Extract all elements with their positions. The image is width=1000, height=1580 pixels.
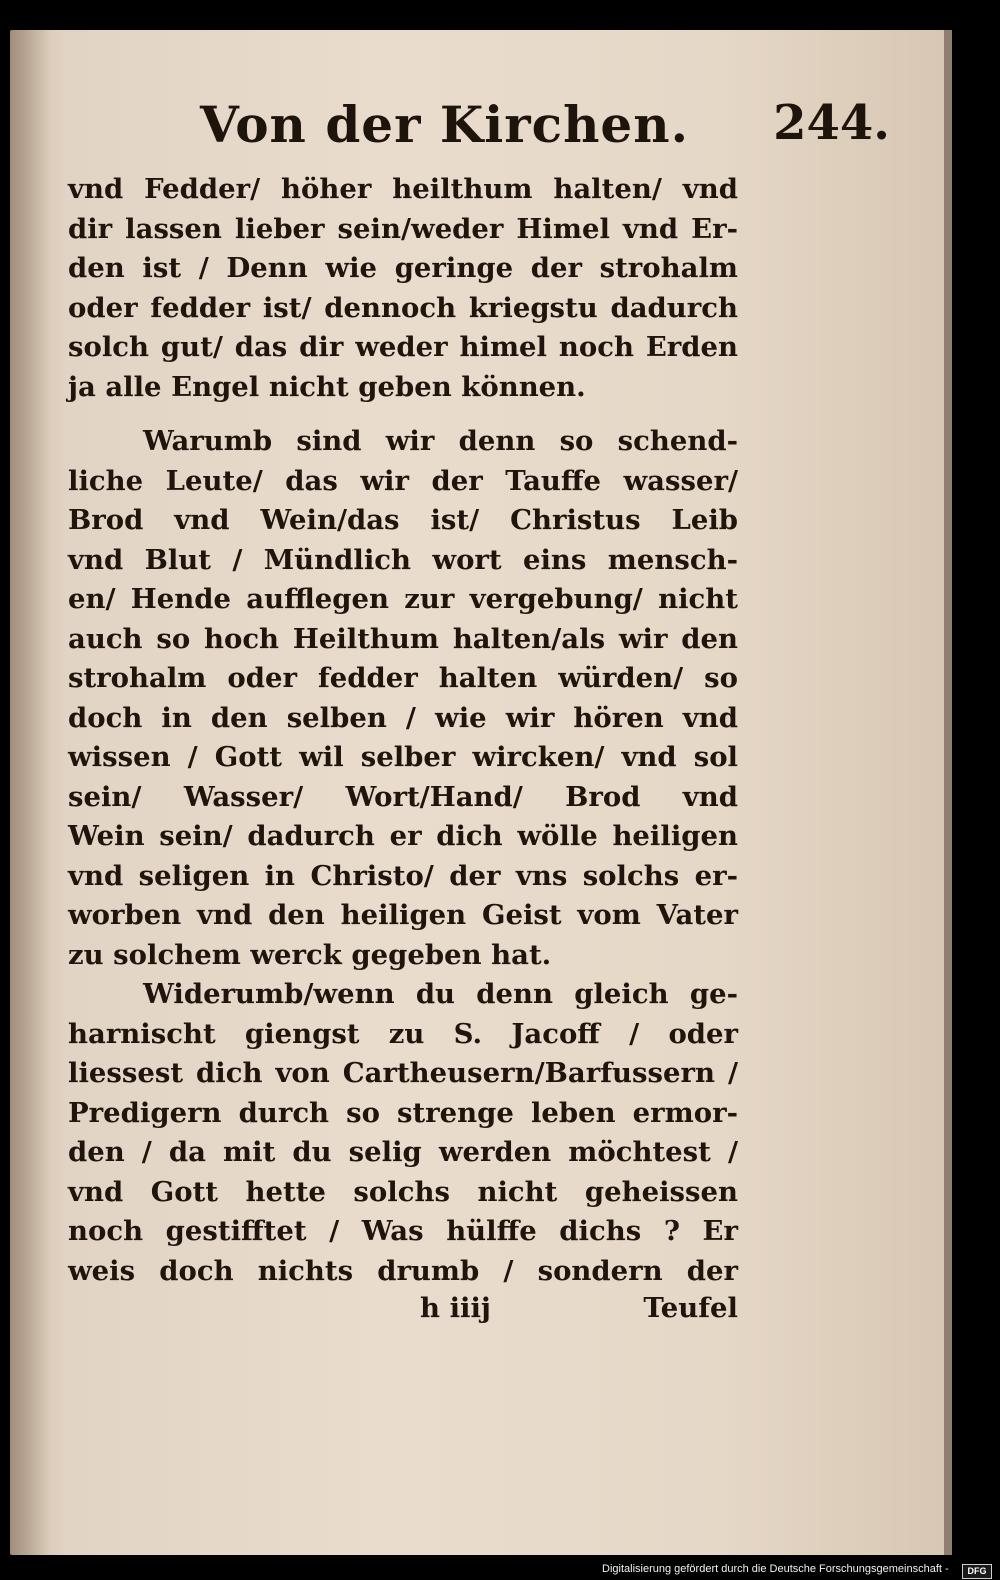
text-line: liche Leute/ das wir der Tauffe wasser/ — [68, 464, 738, 497]
page-footer — [420, 1292, 738, 1332]
signature-mark: h iiij — [420, 1292, 491, 1324]
paragraph-first-line: Warumb sind wir denn so schend- — [143, 425, 738, 457]
running-title: Von der Kirchen. — [200, 95, 689, 154]
text-line: Wein sein/ dadurch er dich wölle heiligen — [68, 820, 738, 852]
catchword: Teufel — [643, 1292, 738, 1324]
text-line: liessest dich von Cartheusern/Barfussern / — [68, 1057, 738, 1089]
text-line: dir lassen lieber sein/weder Himel vnd Er- — [68, 212, 738, 245]
text-line: auch so hoch Heilthum halten/als wir den — [68, 622, 738, 655]
spine-shadow — [10, 30, 50, 1555]
text-line: weis doch nichts drumb / sondern der — [68, 1254, 738, 1287]
text-line: harnischt giengst zu S. Jacoff / oder — [68, 1017, 738, 1050]
text-line: doch in den selben / wie wir hören vnd — [68, 701, 738, 734]
text-line: en/ Hende aufflegen zur vergebung/ nicht — [68, 583, 738, 615]
body-text — [68, 170, 738, 1291]
text-line: oder fedder ist/ dennoch kriegstu dadurch — [68, 291, 738, 324]
text-line: zu solchem werck gegeben hat. — [68, 938, 552, 971]
dfg-logo: DFG — [962, 1564, 992, 1579]
text-line: noch gestifftet / Was hülffe dichs ? Er — [68, 1215, 738, 1247]
text-line: vnd Fedder/ höher heilthum halten/ vnd — [68, 173, 738, 205]
credit-text: Digitalisierung gefördert durch die Deutsche Forschungsgemeinschaft - — [602, 1563, 949, 1575]
text-line: den ist / Denn wie geringe der strohalm — [68, 252, 738, 284]
credit-bar — [600, 1562, 1000, 1580]
paragraph-first-line: Widerumb/wenn du denn gleich ge- — [143, 978, 738, 1010]
page-header — [200, 95, 890, 165]
text-line: vnd Blut / Mündlich wort eins mensch- — [68, 543, 738, 576]
text-line: worben vnd den heiligen Geist vom Vater — [68, 899, 738, 931]
page-edge — [944, 30, 952, 1555]
text-line: strohalm oder fedder halten würden/ so — [68, 662, 738, 694]
text-line: ja alle Engel nicht geben können. — [68, 370, 586, 403]
text-line: wissen / Gott wil selber wircken/ vnd sol — [68, 741, 738, 773]
text-line: den / da mit du selig werden möchtest / — [68, 1136, 738, 1168]
text-line: vnd seligen in Christo/ der vns solchs er- — [68, 859, 738, 892]
page-number: 244. — [773, 95, 890, 151]
text-line: sein/ Wasser/ Wort/Hand/ Brod vnd — [68, 780, 738, 813]
text-line: Brod vnd Wein/das ist/ Christus Leib — [68, 504, 738, 536]
text-line: vnd Gott hette solchs nicht geheissen — [68, 1175, 738, 1208]
text-line: solch gut/ das dir weder himel noch Erden — [68, 331, 738, 363]
text-line: Predigern durch so strenge leben ermor- — [68, 1096, 738, 1129]
